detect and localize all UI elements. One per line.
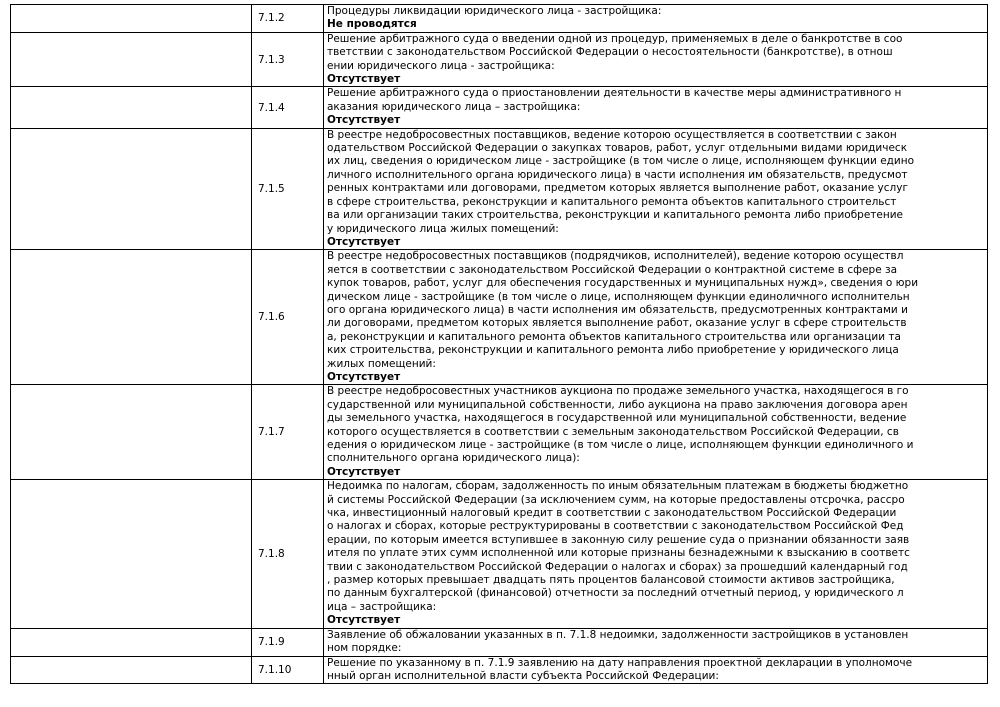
item-text [324, 628, 988, 656]
empty-cell [11, 32, 252, 87]
table-row [11, 656, 988, 684]
table-row [11, 480, 988, 628]
table-row [11, 32, 988, 87]
empty-cell [11, 656, 252, 684]
text-line: ерации, по которым имеется вступившее в законную силу решение суда о признании обязанности заяв [327, 533, 910, 546]
table-row [11, 628, 988, 656]
item-number: 7.1.5 [252, 128, 324, 250]
answer-text: Отсутствует [327, 614, 401, 627]
item-text [324, 32, 988, 87]
text-line: В реестре недобросовестных поставщиков, ведение которою осуществляется в соответствии с закон [327, 128, 897, 141]
text-line: Недоимка по налогам, сборам, задолженность по иным обязательным платежам в бюджеты бюджетно [327, 480, 909, 493]
text-line: ренных контрактами или договорами, предметом которых является выполнение работ, оказание услуг [327, 182, 908, 195]
item-number: 7.1.4 [252, 87, 324, 128]
answer-text: Отсутствует [327, 370, 401, 383]
text-line: й системы Российской Федерации (за исключением сумм, на которые предоставлены отсрочка, рассро [327, 493, 905, 506]
item-number: 7.1.10 [252, 656, 324, 684]
text-line: твии с законодательством Российской Федерации о налогах и сборах) за прошедший календарный год [327, 560, 908, 573]
text-line: нный орган исполнительной власти субъекта Российской Федерации: [327, 669, 719, 682]
item-number: 7.1.6 [252, 250, 324, 385]
text-line: ица – застройщика: [327, 600, 437, 613]
table-row [11, 128, 988, 250]
text-line: сударственной или муниципальной собственности, либо аукциона на право заключения договора арен [327, 398, 908, 411]
text-line: жилых помещений: [327, 357, 436, 370]
text-line: Решение арбитражного суда о приостановлении деятельности в качестве меры административного н [327, 87, 902, 100]
answer-text: Отсутствует [327, 235, 401, 248]
text-line: личного исполнительного органа юридического лица) в части исполнения им обязательств, предусмот [327, 168, 908, 181]
text-line: В реестре недобросовестных поставщиков (подрядчиков, исполнителей), ведение которою осуществл [327, 250, 904, 263]
text-line: ва или организации таких строительства, реконструкции и капитального ремонта либо приобретение [327, 209, 904, 222]
text-line: у юридического лица жилых помещений: [327, 222, 559, 235]
text-line: ном порядке: [327, 642, 402, 655]
answer-text: Отсутствует [327, 73, 401, 86]
table-row [11, 385, 988, 480]
text-line: сполнительного органа юридического лица): [327, 452, 580, 465]
text-line: а, реконструкции и капитального ремонта объектов капитального строительства или организации та [327, 330, 901, 343]
table-row [11, 87, 988, 128]
text-line: ении юридического лица - застройщика: [327, 59, 555, 72]
item-text [324, 250, 988, 385]
text-line: ого органа юридического лица) в части исполнения им обязательств, предусмотренных контрактами и [327, 303, 908, 316]
declaration-table [10, 4, 988, 684]
item-number: 7.1.9 [252, 628, 324, 656]
table-row [11, 5, 988, 33]
item-text [324, 385, 988, 480]
item-text [324, 5, 988, 33]
text-line: купок товаров, работ, услуг для обеспечения государственных и муниципальных нужд», сведения о юри [327, 277, 919, 290]
empty-cell [11, 480, 252, 628]
text-line: Решение арбитражного суда о введении одной из процедур, применяемых в деле о банкротстве в соо [327, 32, 903, 45]
item-text [324, 656, 988, 684]
text-line: ких строительства, реконструкции и капитального ремонта либо приобретение у юридического лица [327, 344, 899, 357]
text-line: Процедуры ликвидации юридического лица - застройщика: [327, 5, 662, 17]
text-line: по данным бухгалтерской (финансовой) отчетности за последний отчетный период, у юридического л [327, 587, 904, 600]
text-line: Решение по указанному в п. 7.1.9 заявлению на дату направления проектной декларации в уполномоче [327, 656, 913, 669]
answer-text: Отсутствует [327, 465, 401, 478]
text-line: в сфере строительства, реконструкции и капитального ремонта объектов капитального строительст [327, 195, 897, 208]
text-line: ителя по уплате этих сумм исполненной или которые признаны безнадежными к взысканию в соответс [327, 547, 910, 560]
empty-cell [11, 87, 252, 128]
item-text [324, 87, 988, 128]
text-line: тветствии с законодательством Российской Федерации о несостоятельности (банкротстве), в отнош [327, 46, 893, 59]
text-line: чка, инвестиционный налоговый кредит в соответствии с законодательством Российской Федерации [327, 507, 897, 520]
text-line: едения о юридическом лице - застройщике (в том числе о лице, исполняющем функции единоличного и [327, 439, 914, 451]
item-number: 7.1.2 [252, 5, 324, 33]
empty-cell [11, 128, 252, 250]
text-line: ды земельного участка, находящегося в государственной или муниципальной собственности, ведение [327, 412, 907, 425]
item-number: 7.1.7 [252, 385, 324, 480]
empty-cell [11, 250, 252, 385]
answer-text: Отсутствует [327, 114, 401, 127]
table-row [11, 250, 988, 385]
empty-cell [11, 628, 252, 656]
text-line: Заявление об обжаловании указанных в п. 7.1.8 недоимки, задолженности застройщиков в установлен [327, 628, 909, 641]
text-line: которого осуществляется в соответствии с земельным законодательством Российской Федерации, св [327, 425, 899, 438]
text-line: В реестре недобросовестных участников аукциона по продаже земельного участка, находящегося в го [327, 385, 909, 398]
table-body [11, 5, 988, 684]
item-number: 7.1.8 [252, 480, 324, 628]
text-line: яется в соответствии с законодательством Российской Федерации о контрактной системе в сфере за [327, 263, 898, 276]
empty-cell [11, 5, 252, 33]
empty-cell [11, 385, 252, 480]
text-line: их лиц, сведения о юридическом лице - застройщике (в том числе о лице, исполняющем функции едино [327, 155, 915, 168]
item-text [324, 480, 988, 628]
text-line: ли договорами, предметом которых является выполнение работ, оказание услуг в сфере строительств [327, 317, 907, 330]
answer-text: Не проводятся [327, 18, 417, 31]
item-number: 7.1.3 [252, 32, 324, 87]
text-line: аказания юридического лица – застройщика: [327, 100, 581, 113]
item-text [324, 128, 988, 250]
text-line: , размер которых превышает двадцать пять процентов балансовой стоимости активов застройщика, [327, 574, 895, 587]
text-line: о налогах и сборах, которые реструктурированы в соответствии с законодательством Российской Фед [327, 520, 904, 533]
text-line: одательством Российской Федерации о закупках товаров, работ, услуг отдельными видами юридическ [327, 142, 908, 155]
text-line: дическом лице - застройщике (в том числе о лице, исполняющем функции единоличного исполнительн [327, 290, 910, 303]
